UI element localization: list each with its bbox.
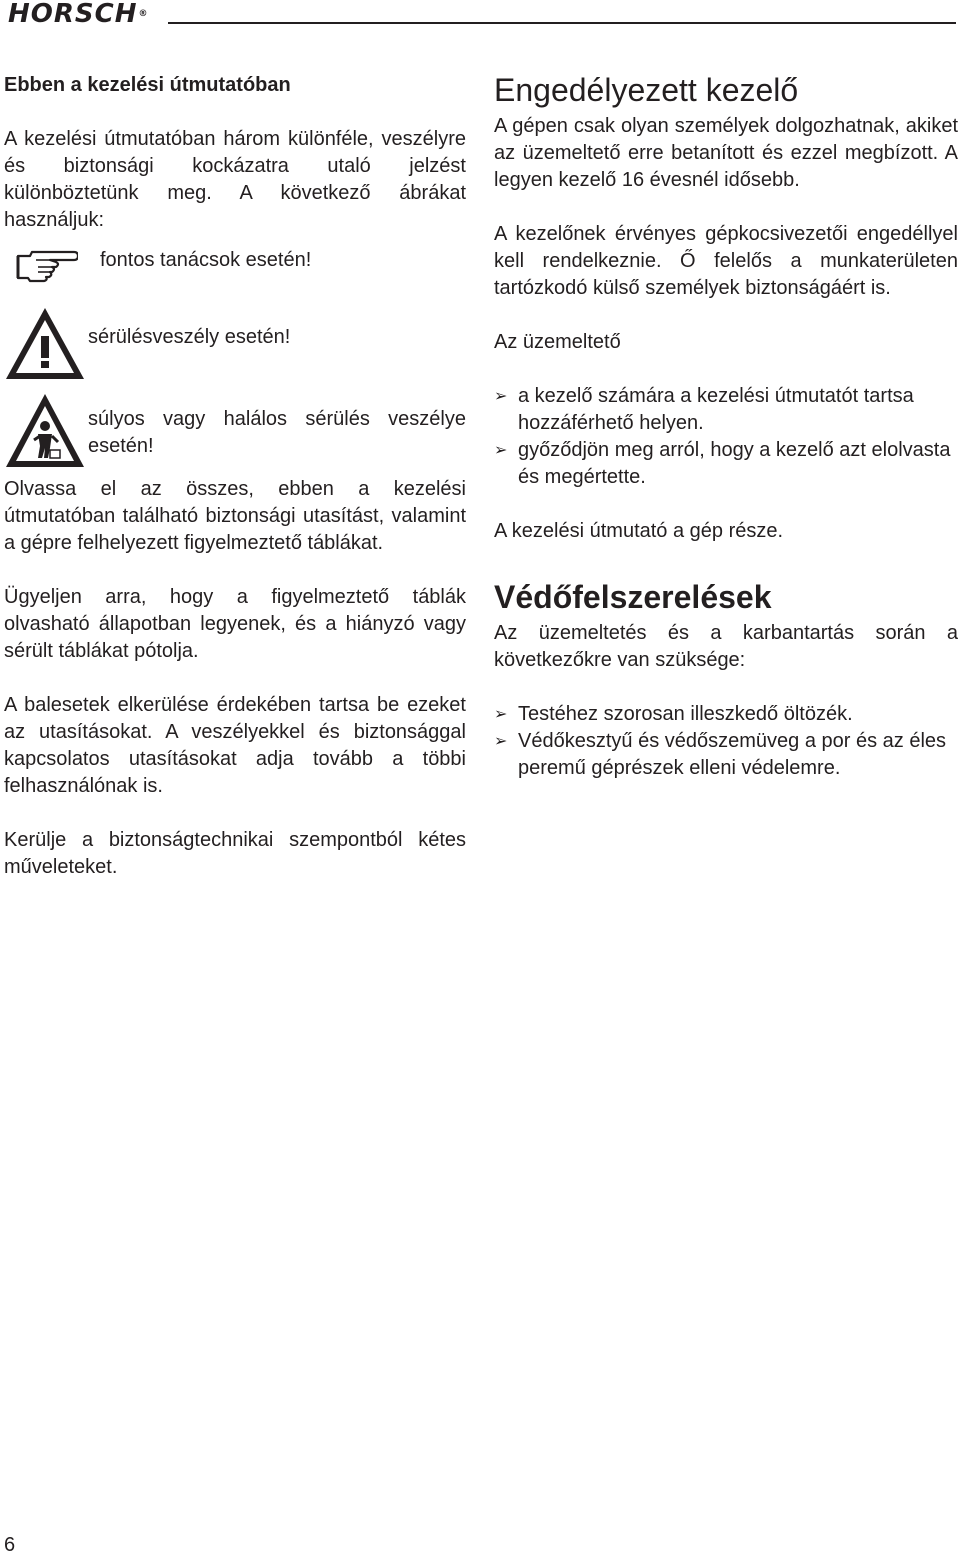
header-rule — [168, 22, 956, 24]
left-column — [4, 70, 466, 881]
symbol-row-injury — [4, 306, 466, 394]
bullet-arrow-icon: ➢ — [494, 733, 508, 750]
list-item: ➢ győződjön meg arról, hogy a kezelő azt elolvasta és megértette. — [494, 439, 951, 488]
page-number: 6 — [4, 1534, 16, 1556]
paragraph-avoid: Kerülje a biztonságtechnikai szempontból kétes műveleteket. — [4, 829, 466, 878]
protective-bullet-list — [494, 701, 958, 782]
list-item: ➢ Testéhez szorosan illeszkedő öltözék. — [494, 701, 958, 728]
list-item: ➢ Védőkesztyű és védőszemüveg a por és az éles peremű géprészek elleni védelemre. — [494, 730, 947, 779]
paragraph-read-safety: Olvassa el az összes, ebben a kezelési útmutatóban található biztonsági utasítást, valamint a gépre felhelyezett figyelmeztető táblákat. — [4, 478, 466, 554]
brand-logo — [8, 0, 148, 28]
symbol-text-fatal: súlyos vagy halálos sérülés veszélye esetén! — [88, 408, 466, 457]
pointing-hand-icon — [4, 248, 100, 289]
protective-title: Védőfelszerelések — [494, 579, 772, 615]
symbol-row-fatal — [4, 392, 466, 478]
operator-paragraph-3: Az üzemeltető — [494, 331, 621, 353]
symbol-text-injury: sérülésveszély esetén! — [88, 326, 291, 348]
paragraph-accidents: A balesetek elkerülése érdekében tartsa be ezeket az utasításokat. A veszélyekkel és biztonsággal kapcsolatos utasításokat adja tovább a többi felhasználónak is. — [4, 694, 466, 797]
operator-paragraph-2: A kezelőnek érvényes gépkocsivezetői engedéllyel kell rendelkeznie. Ő felelős a munkaterületen tartózkodó külső személyek biztonságáért is. — [494, 223, 958, 299]
operator-bullet-list — [494, 383, 958, 491]
warning-exclamation-icon — [4, 306, 88, 387]
registered-mark: ® — [138, 9, 149, 19]
bullet-arrow-icon: ➢ — [494, 388, 508, 405]
bullet-arrow-icon: ➢ — [494, 706, 508, 723]
list-item: ➢ a kezelő számára a kezelési útmutatót tartsa hozzáférhető helyen. — [494, 385, 914, 434]
operator-paragraph-1: A gépen csak olyan személyek dolgozhatnak, akiket az üzemeltető erre betanított és ezzel megbízott. A legyen kezelő 16 évesnél idősebb. — [494, 115, 958, 191]
right-column — [494, 70, 958, 782]
operator-title: Engedélyezett kezelő — [494, 72, 799, 108]
protective-intro: Az üzemeltetés és a karbantartás során a következőkre van szüksége: — [494, 622, 958, 671]
left-heading: Ebben a kezelési útmutatóban — [4, 74, 291, 96]
bullet-arrow-icon: ➢ — [494, 442, 508, 459]
brand-name: HORSCH — [8, 0, 138, 29]
operator-paragraph-4: A kezelési útmutató a gép része. — [494, 520, 784, 542]
warning-fatal-icon — [4, 392, 88, 475]
paragraph-signs: Ügyeljen arra, hogy a figyelmeztető táblák olvasható állapotban legyenek, és a hiányzó vagy sérült táblákat pótolja. — [4, 586, 466, 662]
intro-paragraph: A kezelési útmutatóban három különféle, veszélyre és biztonsági kockázatra utaló jelzést különböztetünk meg. A következő ábrákat használjuk: — [4, 128, 466, 231]
symbol-text-tip: fontos tanácsok esetén! — [100, 249, 312, 271]
symbol-row-tip — [4, 248, 466, 306]
